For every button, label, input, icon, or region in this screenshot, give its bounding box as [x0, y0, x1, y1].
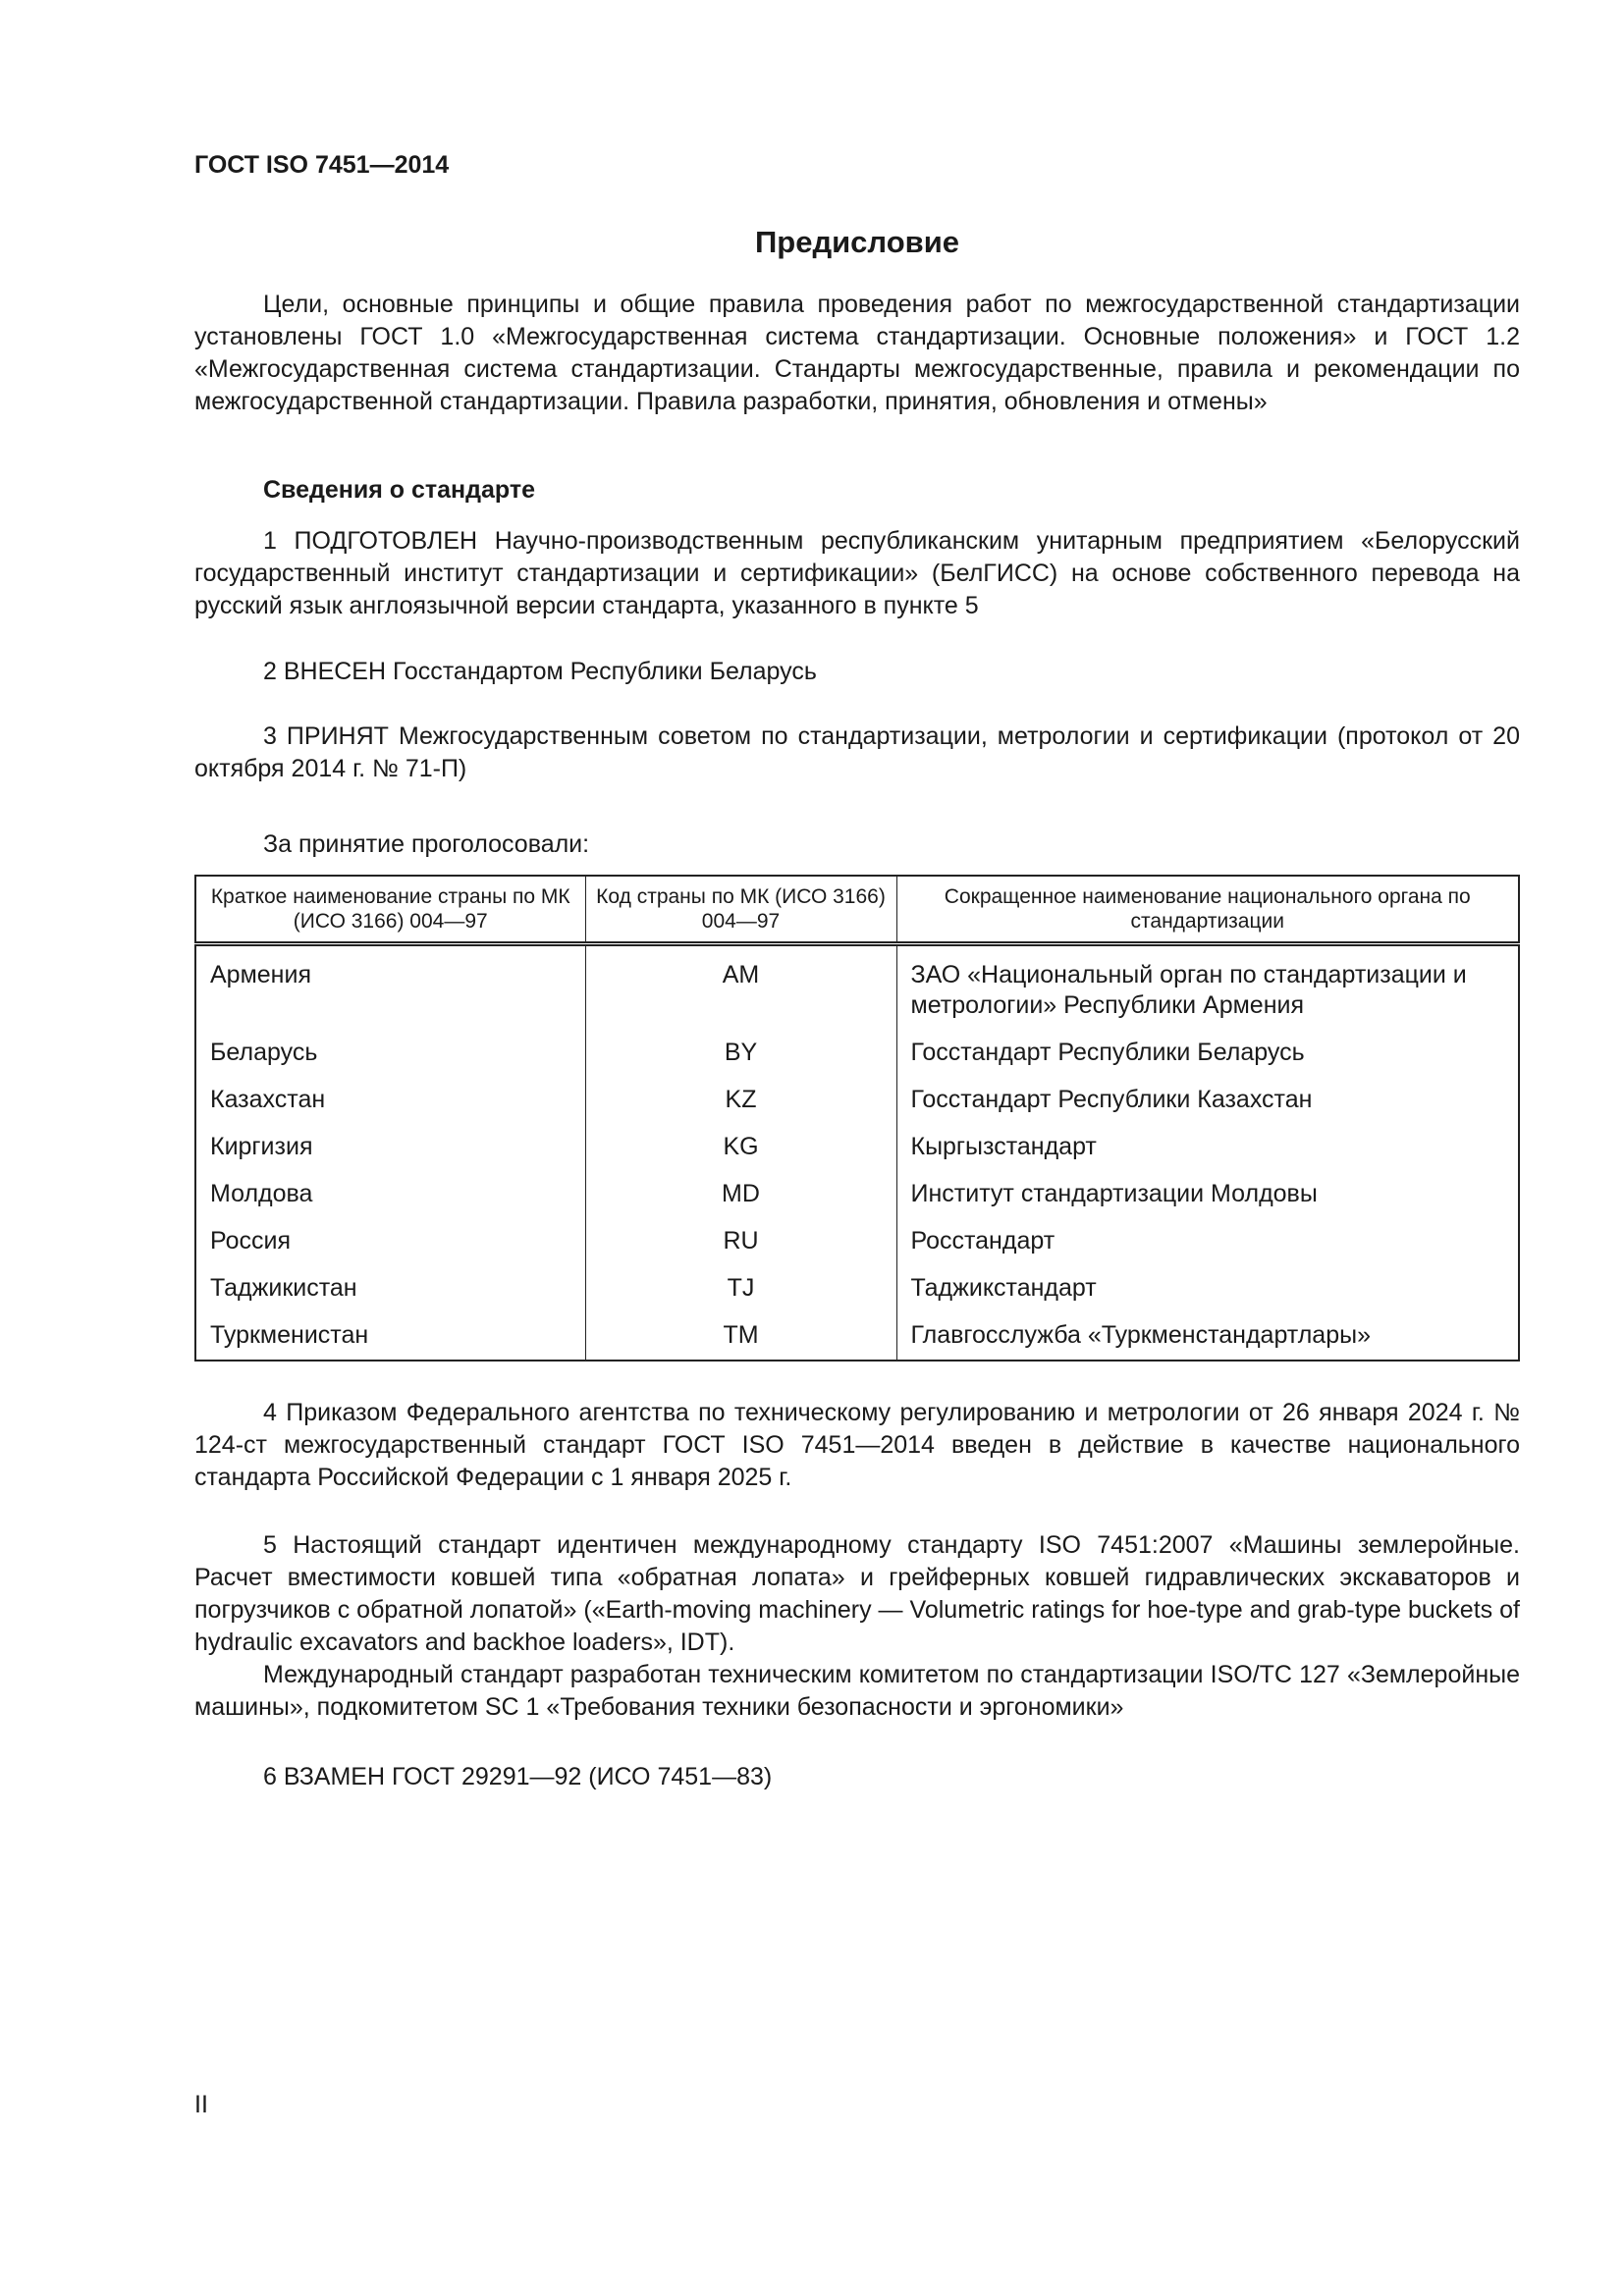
- intro-paragraph: [194, 289, 1520, 418]
- table-row: [195, 1218, 1519, 1265]
- header-country-code: Код страны по МК (ИСО 3166) 004—97: [585, 876, 896, 944]
- vote-label: [194, 828, 1520, 861]
- item-4: [194, 1397, 1520, 1494]
- info-heading: [194, 474, 1520, 507]
- country-code-cell: KZ: [585, 1077, 896, 1124]
- item-1-text: 1 ПОДГОТОВЛЕН Научно-производственным республиканским унитарным предприятием «Белорусский государственный институт стандартизации и сертификации» (БелГИСС) на основе собственного перевода на русский язык англоязычной версии стандарта, указанного в пункте 5: [194, 527, 1520, 619]
- country-name-cell: Беларусь: [210, 1039, 318, 1066]
- table-row: [195, 1312, 1519, 1361]
- item-6: [194, 1761, 1520, 1793]
- document-header: ГОСТ ISO 7451—2014: [194, 151, 450, 179]
- country-name-cell: Россия: [210, 1227, 291, 1255]
- item-3: [194, 721, 1520, 785]
- item-2: [194, 656, 1520, 688]
- standards-body-cell: Главгосслужба «Туркменстандартлары»: [896, 1312, 1519, 1361]
- header-standards-body: Сокращенное наименование национального органа по стандартизации: [896, 876, 1519, 944]
- item-4-text: 4 Приказом Федерального агентства по техническому регулированию и метрологии от 26 января 2024 г. № 124-ст межгосударственный стандарт ГОСТ ISO 7451—2014 введен в действие в качестве национального стандарта Российской Федерации с 1 января 2025 г.: [194, 1399, 1520, 1491]
- table-row: [195, 944, 1519, 1031]
- item-6-text: 6 ВЗАМЕН ГОСТ 29291—92 (ИСО 7451—83): [263, 1763, 773, 1790]
- country-name-cell: Таджикистан: [210, 1274, 357, 1302]
- standards-body-cell: Госстандарт Республики Беларусь: [896, 1030, 1519, 1077]
- info-heading-text: Сведения о стандарте: [263, 476, 536, 504]
- table-header-row: [195, 876, 1519, 944]
- item-3-text: 3 ПРИНЯТ Межгосударственным советом по стандартизации, метрологии и сертификации (протокол от 20 октября 2014 г. № 71-П): [194, 722, 1520, 782]
- country-code-cell: TM: [585, 1312, 896, 1361]
- item-1: [194, 525, 1520, 622]
- intro-text: Цели, основные принципы и общие правила проведения работ по межгосударственной стандартизации установлены ГОСТ 1.0 «Межгосударственная система стандартизации. Основные положения» и ГОСТ 1.2 «Межгосударственная система стандартизации. Стандарты межгосударственные, правила и рекомендации по межгосударственной стандартизации. Правила разработки, принятия, обновления и отмены»: [194, 291, 1520, 415]
- country-name-cell: Туркменистан: [210, 1321, 369, 1349]
- country-code-cell: KG: [585, 1124, 896, 1171]
- table-row: [195, 1171, 1519, 1218]
- country-name-cell: Киргизия: [210, 1133, 313, 1160]
- page-title: Предисловие: [754, 225, 959, 259]
- item-5: [194, 1529, 1520, 1724]
- country-code-cell: BY: [585, 1030, 896, 1077]
- voting-countries-table: [194, 875, 1520, 1362]
- vote-label-text: За принятие проголосовали:: [263, 830, 590, 858]
- item-5-text: 5 Настоящий стандарт идентичен международному стандарту ISO 7451:2007 «Машины землеройные. Расчет вместимости ковшей типа «обратная лопата» и грейферных ковшей гидравлических экскаваторов и погрузчиков с обратной лопатой» («Earth-moving machinery — Volumetric ratings for hoe-type and grab-type buckets of hydraulic excavators and backhoe loaders», IDT).: [194, 1531, 1520, 1656]
- table-row: [195, 1124, 1519, 1171]
- standards-body-cell: Кыргызстандарт: [896, 1124, 1519, 1171]
- table-row: [195, 1265, 1519, 1312]
- standards-body-cell: Институт стандартизации Молдовы: [896, 1171, 1519, 1218]
- page-number: II: [194, 2091, 208, 2118]
- country-name-cell: Армения: [210, 961, 311, 988]
- table-row: [195, 1030, 1519, 1077]
- standards-body-cell: Росстандарт: [896, 1218, 1519, 1265]
- header-country-name: Краткое наименование страны по МК (ИСО 3166) 004—97: [195, 876, 585, 944]
- standards-body-cell: Госстандарт Республики Казахстан: [896, 1077, 1519, 1124]
- item-5-continuation: Международный стандарт разработан техническим комитетом по стандартизации ISO/TC 127 «Землеройные машины», подкомитетом SC 1 «Требования техники безопасности и эргономики»: [194, 1661, 1520, 1721]
- standards-body-cell: ЗАО «Национальный орган по стандартизации и метрологии» Республики Армения: [896, 944, 1519, 1031]
- country-code-cell: AM: [585, 944, 896, 1031]
- country-code-cell: TJ: [585, 1265, 896, 1312]
- country-name-cell: Молдова: [210, 1180, 313, 1207]
- standards-body-cell: Таджикстандарт: [896, 1265, 1519, 1312]
- country-code-cell: RU: [585, 1218, 896, 1265]
- country-code-cell: MD: [585, 1171, 896, 1218]
- table-row: [195, 1077, 1519, 1124]
- country-name-cell: Казахстан: [210, 1086, 326, 1113]
- item-2-text: 2 ВНЕСЕН Госстандартом Республики Беларусь: [263, 658, 817, 685]
